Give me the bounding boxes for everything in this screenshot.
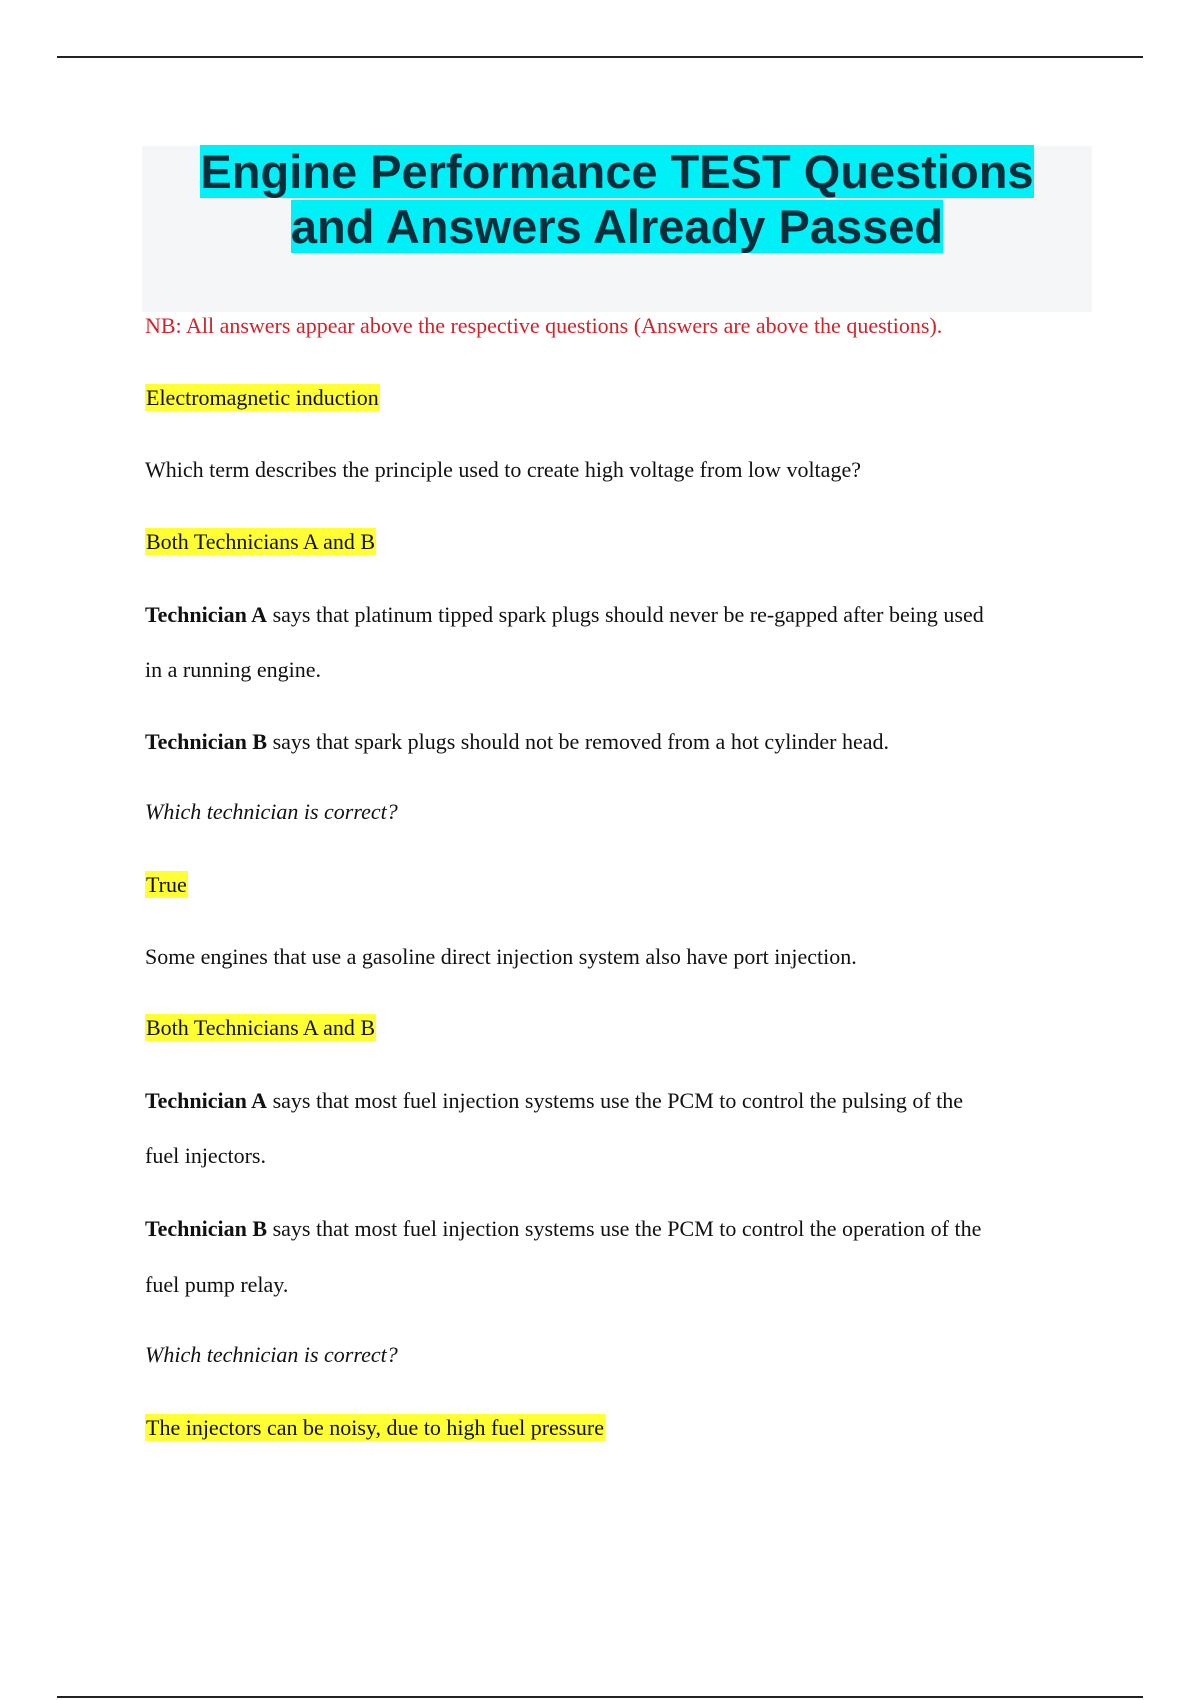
answer-highlight: True	[146, 872, 187, 897]
question-2-technician-a	[145, 587, 1080, 643]
question-2-technician-a-cont: in a running engine.	[145, 657, 321, 682]
title-line-1: Engine Performance TEST Questions	[200, 145, 1034, 198]
technician-a-label: Technician A	[145, 602, 268, 627]
answer-highlight: Electromagnetic induction	[146, 385, 379, 410]
technician-b-label: Technician B	[145, 729, 268, 754]
question-4-technician-a-cont: fuel injectors.	[145, 1143, 266, 1168]
question-4-technician-a	[145, 1073, 1080, 1129]
question-2-prompt: Which technician is correct?	[145, 799, 398, 824]
answer-highlight: The injectors can be noisy, due to high fuel pressure	[146, 1415, 604, 1440]
question-4-technician-b-cont: fuel pump relay.	[145, 1272, 289, 1297]
header-rule	[57, 56, 1143, 58]
question-3: Some engines that use a gasoline direct injection system also have port injection.	[145, 944, 857, 969]
answer-highlight: Both Technicians A and B	[146, 1015, 376, 1040]
answer-highlight: Both Technicians A and B	[146, 529, 376, 554]
answer-1	[145, 370, 1080, 426]
answer-note: NB: All answers appear above the respective questions (Answers are above the questions).	[145, 313, 943, 338]
answer-4	[145, 1000, 1080, 1056]
technician-b-label: Technician B	[145, 1216, 268, 1241]
technician-b-text: says that most fuel injection systems use the PCM to control the operation of the	[267, 1216, 982, 1241]
answer-3	[145, 857, 1080, 913]
question-4-technician-b	[145, 1201, 1080, 1257]
question-1: Which term describes the principle used to create high voltage from low voltage?	[145, 457, 861, 482]
technician-a-text: says that most fuel injection systems use the PCM to control the pulsing of the	[267, 1088, 964, 1113]
answer-5	[145, 1400, 1080, 1456]
technician-a-text: says that platinum tipped spark plugs should never be re-gapped after being used	[267, 602, 984, 627]
document-title	[142, 144, 1092, 254]
answer-2	[145, 514, 1080, 570]
footer-rule	[57, 1696, 1143, 1698]
title-line-2: and Answers Already Passed	[290, 200, 944, 253]
question-4-prompt: Which technician is correct?	[145, 1342, 398, 1367]
question-2-technician-b	[145, 714, 1080, 770]
technician-b-text: says that spark plugs should not be removed from a hot cylinder head.	[267, 729, 890, 754]
technician-a-label: Technician A	[145, 1088, 268, 1113]
